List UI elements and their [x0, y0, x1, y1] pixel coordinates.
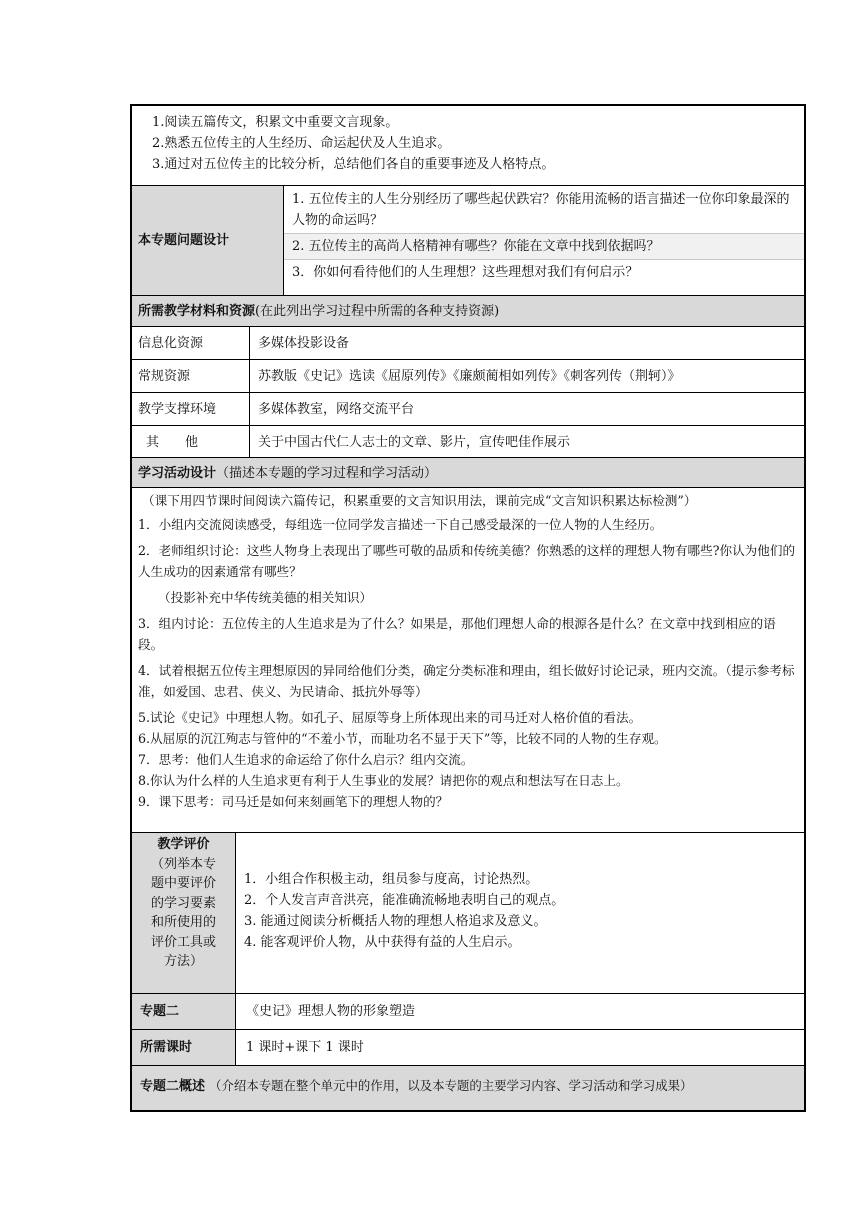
question-design-row: [132, 185, 804, 295]
activity-line: 4．试着根据五位传主理想原因的异同给他们分类，确定分类标准和理由，组长做好讨论记录，班内交流。（提示参考标准，如爱国、忠君、侠义、为民请命、抵抗外辱等）: [138, 663, 795, 699]
activity-line: 9．课下思考：司马迁是如何来刻画笔下的理想人物的？: [138, 794, 449, 809]
evaluation-items: [236, 833, 804, 993]
activities-body: [132, 487, 804, 832]
question-item: 3．你如何看待他们的人生理想？这些理想对我们有何启示？: [292, 265, 639, 280]
activity-line: 5.试论《史记》中理想人物。如孔子、屈原等身上所体现出来的司马迁对人格价值的看法。: [138, 710, 642, 725]
activity-line: 2．老师组织讨论：这些人物身上表现出了哪些可敬的品质和传统美德？你熟悉的这样的理想人物有哪些?你认为他们的人生成功的因素通常有哪些？: [138, 543, 796, 579]
material-label: 教学支撑环境: [132, 393, 250, 425]
activity-line: （投影补充中华传统美德的相关知识）: [158, 590, 373, 605]
material-row: [132, 359, 804, 392]
material-label: 其 他: [132, 426, 250, 457]
question-list: [284, 186, 804, 295]
overview-row: [132, 1065, 804, 1110]
material-label: 信息化资源: [132, 327, 250, 359]
material-label: 常规资源: [132, 360, 250, 392]
activity-line: 1．小组内交流阅读感受，每组选一位同学发言描述一下自己感受最深的一位人物的人生经历。: [138, 517, 663, 532]
material-value: 关于中国古代仁人志士的文章、影片，宣传吧佳作展示: [258, 435, 571, 450]
activities-title: 学习活动设计: [138, 466, 217, 481]
evaluation-item: 4. 能客观评价人物，从中获得有益的人生启示。: [244, 935, 521, 950]
objective-item: 2.熟悉五位传主的人生经历、命运起伏及人生追求。: [152, 136, 451, 151]
activity-line: （课下用四节课时间阅读六篇传记，积累重要的文言知识用法，课前完成“文言知识积累达标检测”）: [142, 493, 697, 508]
lesson-plan-table: [130, 104, 806, 1112]
objectives-section: [132, 106, 804, 185]
overview-note: （介绍本专题在整个单元中的作用，以及本专题的主要学习内容、学习活动和学习成果）: [209, 1078, 693, 1093]
question-design-label: 本专题问题设计: [132, 186, 284, 295]
evaluation-row: [132, 832, 804, 993]
overview-title: 专题二概述: [140, 1079, 206, 1094]
materials-header: [132, 295, 804, 326]
hours-value: 1 课时+课下 1 课时: [246, 1040, 364, 1055]
topic2-label: 专题二: [132, 994, 236, 1029]
evaluation-item: 1．小组合作积极主动，组员参与度高，讨论热烈。: [244, 872, 539, 887]
activity-line: 3．组内讨论：五位传主的人生追求是为了什么？如果是，那他们理想人命的根源各是什么？在文章中找到相应的语段。: [138, 616, 776, 652]
material-value: 多媒体投影设备: [258, 336, 350, 351]
topic2-value: 《史记》理想人物的形象塑造: [246, 1004, 416, 1019]
materials-title: 所需教学材料和资源: [138, 304, 256, 319]
material-row: [132, 425, 804, 457]
activity-line: 8.你认为什么样的人生追求更有利于人生事业的发展？请把你的观点和想法写在日志上。: [138, 773, 629, 788]
activity-line: 6.从屈原的沉江殉志与管仲的“不羞小节，而耻功名不显于天下”等，比较不同的人物的生存观。: [138, 731, 667, 746]
evaluation-item: 2．个人发言声音洪亮，能准确流畅地表明自己的观点。: [244, 893, 565, 908]
evaluation-label: 教学评价 （列举本专 题中要评价 的学习要素 和所使用的 评价工具或 方法）: [132, 833, 236, 993]
hours-label: 所需课时: [132, 1030, 236, 1065]
hours-row: [132, 1029, 804, 1065]
activities-note: （描述本专题的学习过程和学习活动）: [216, 466, 438, 481]
materials-note: (在此列出学习过程中所需的各种支持资源): [255, 304, 500, 319]
activities-header: [132, 457, 804, 487]
objective-item: 3.通过对五位传主的比较分析，总结他们各自的重要事迹及人格特点。: [152, 157, 555, 172]
material-row: [132, 392, 804, 425]
evaluation-item: 3. 能通过阅读分析概括人物的理想人格追求及意义。: [244, 914, 547, 929]
question-item: 1. 五位传主的人生分别经历了哪些起伏跌宕？你能用流畅的语言描述一位你印象最深的人物的命运吗？: [284, 188, 804, 234]
topic2-row: [132, 993, 804, 1029]
objective-item: 1.阅读五篇传文，积累文中重要文言现象。: [152, 115, 399, 130]
question-item: 2. 五位传主的高尚人格精神有哪些？你能在文章中找到依据吗？: [284, 234, 804, 260]
material-value: 多媒体教室，网络交流平台: [258, 402, 415, 417]
activity-line: 7．思考：他们人生追求的命运给了你什么启示？组内交流。: [138, 752, 474, 767]
material-row: [132, 326, 804, 359]
material-value: 苏教版《史记》选读《屈原列传》《廉颇蔺相如列传》《刺客列传（荆轲）》: [258, 369, 681, 384]
